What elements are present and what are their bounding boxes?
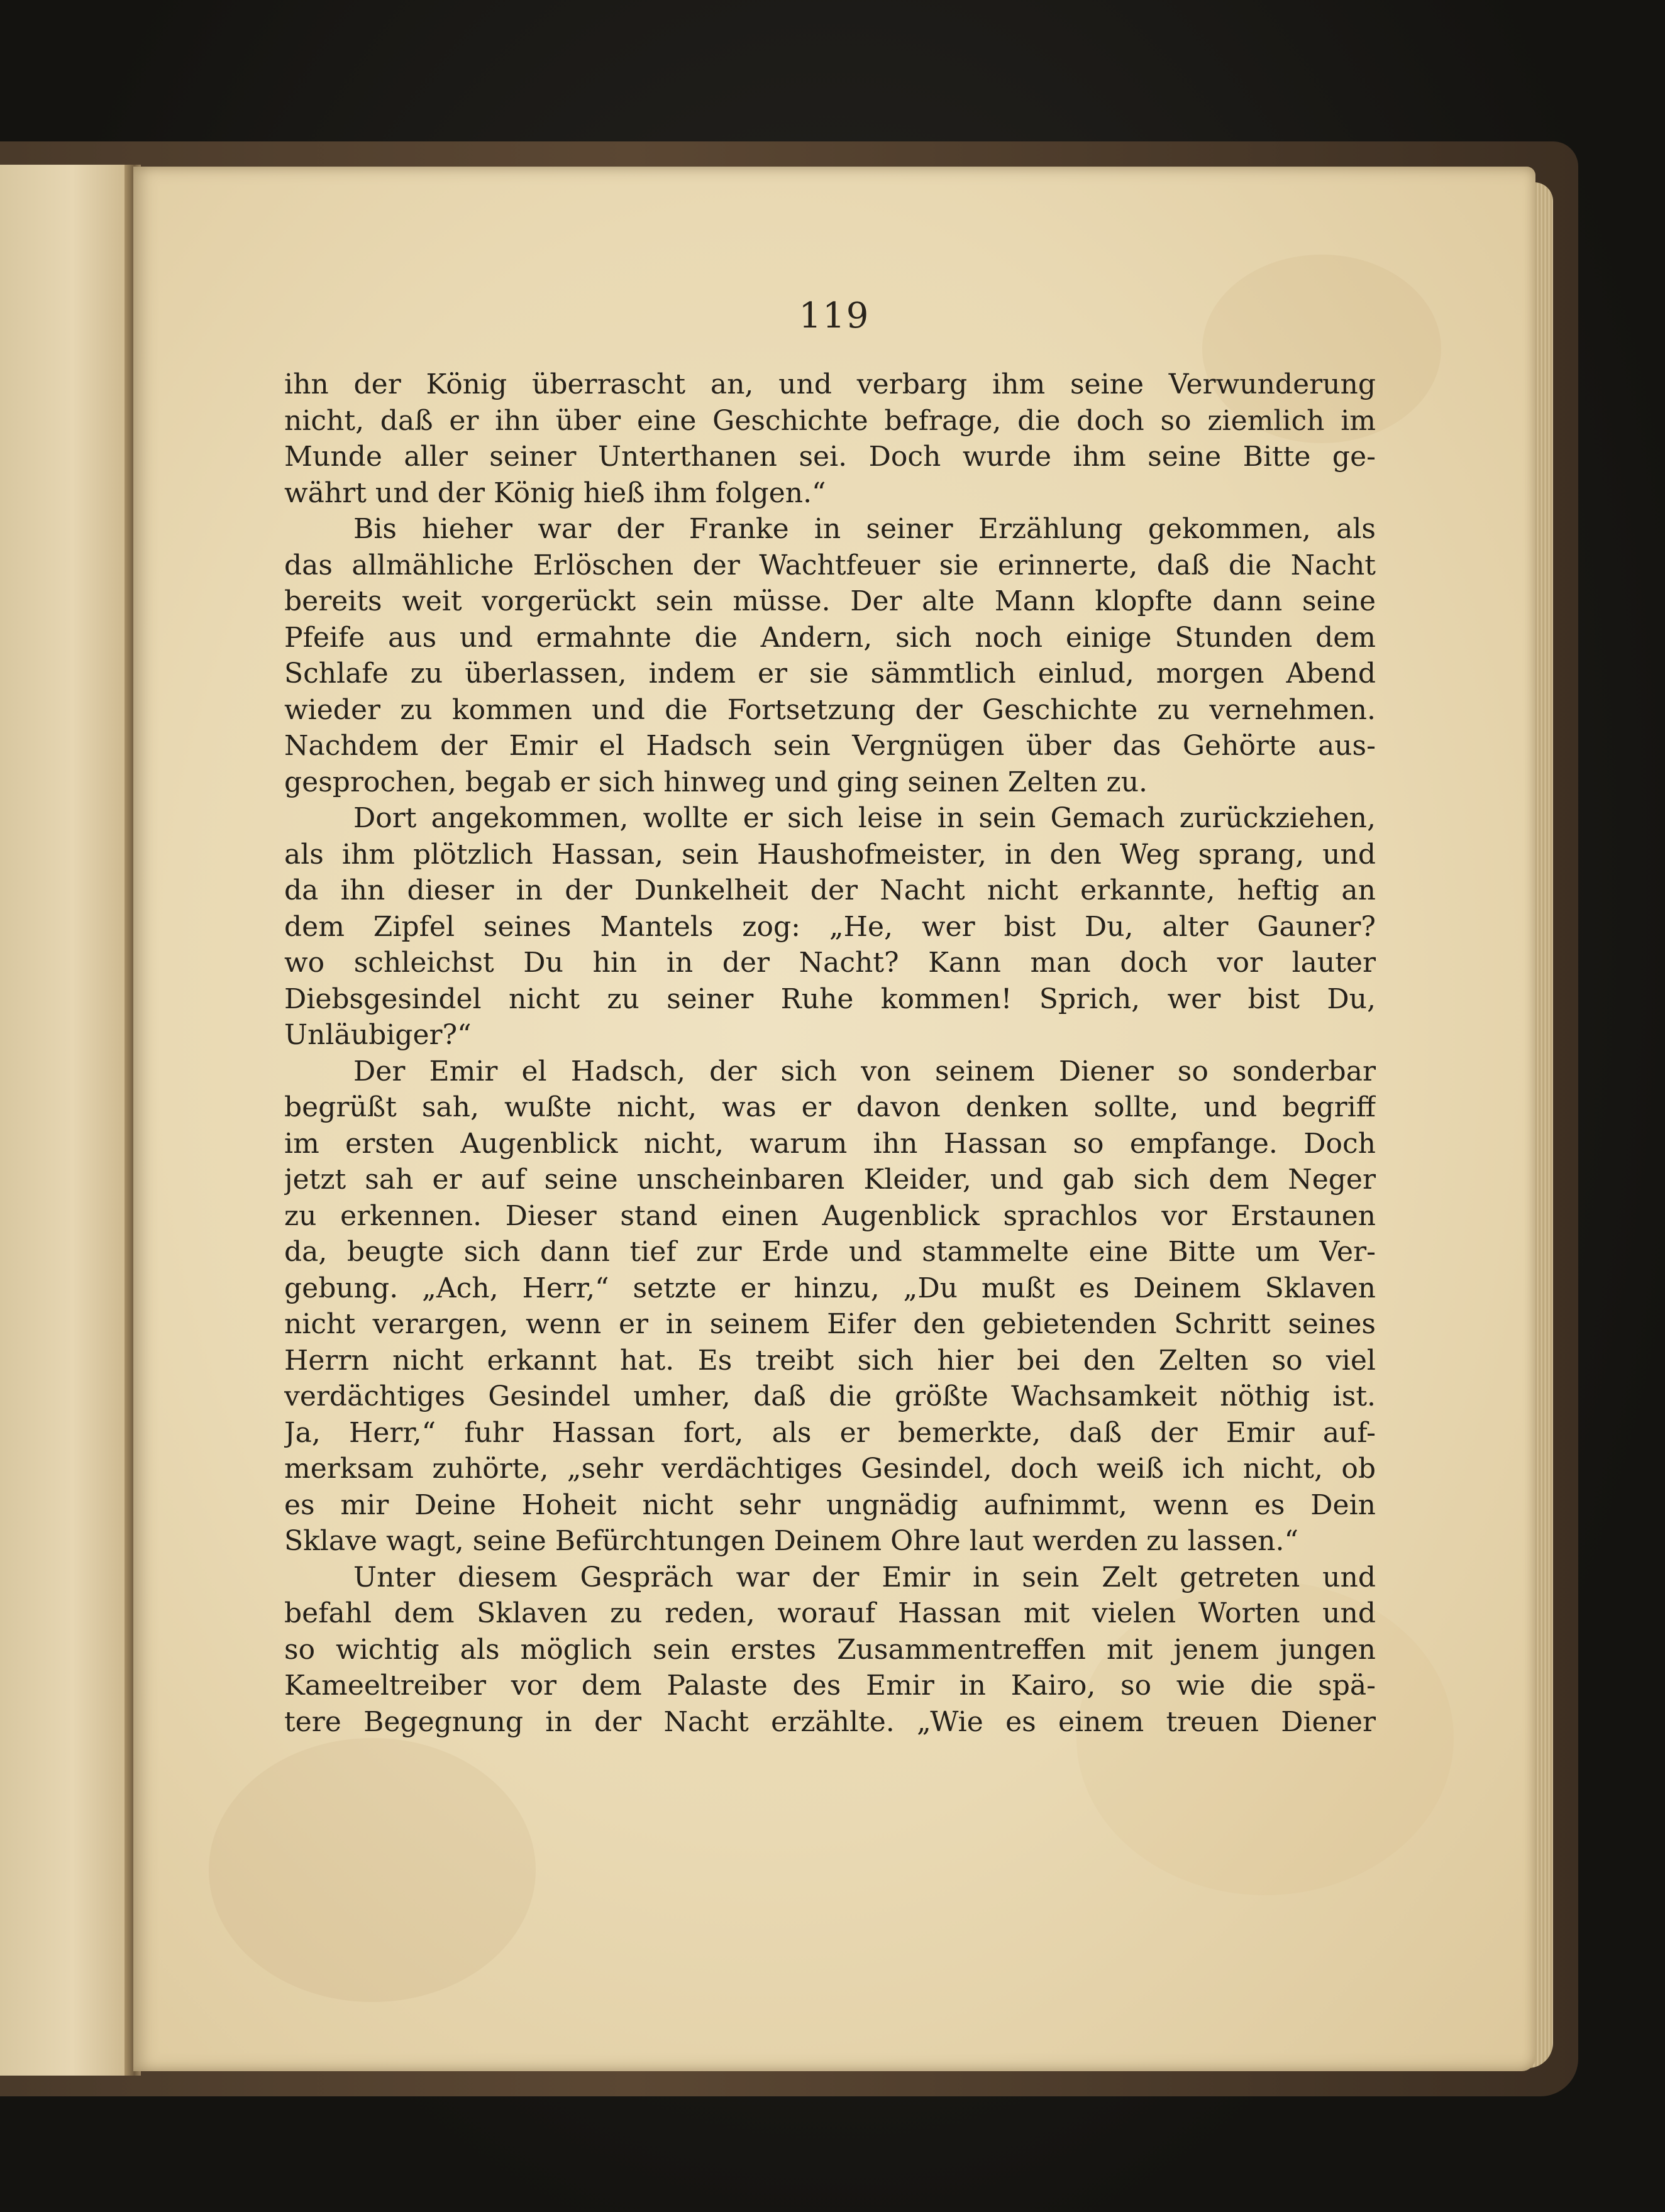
text-line: merksam zuhörte, „sehr verdächtiges Gesindel, doch weiß ich nicht, ob [284,1453,1376,1485]
text-line: Bis hieher war der Franke in seiner Erzählung gekommen, als [353,513,1376,545]
text-line: befahl dem Sklaven zu reden, worauf Hassan mit vielen Worten und [284,1597,1376,1629]
text-line: Dort angekommen, wollte er sich leise in sein Gemach zurückziehen, [353,802,1376,834]
text-line: Ja, Herr,“ fuhr Hassan fort, als er bemerkte, daß der Emir auf- [284,1416,1376,1449]
text-line: jetzt sah er auf seine unscheinbaren Kleider, und gab sich dem Neger [284,1164,1376,1196]
text-line: Der Emir el Hadsch, der sich von seinem Diener so sonderbar [353,1055,1376,1087]
text-line: Munde aller seiner Unterthanen sei. Doch wurde ihm seine Bitte ge- [284,441,1376,473]
text-line: es mir Deine Hoheit nicht sehr ungnädig aufnimmt, wenn es Dein [284,1488,1376,1521]
text-line: Pfeife aus und ermahnte die Andern, sich noch einige Stunden dem [284,621,1376,654]
text-line: dem Zipfel seines Mantels zog: „He, wer bist Du, alter Gauner? [284,910,1376,943]
text-line: zu erkennen. Dieser stand einen Augenblick sprachlos vor Erstaunen [284,1199,1376,1232]
book-page [133,167,1535,2071]
text-line: bereits weit vorgerückt sein müsse. Der alte Mann klopfte dann seine [284,585,1376,617]
text-line: verdächtiges Gesindel umher, daß die größte Wachsamkeit nöthig ist. [284,1380,1376,1412]
text-line: Sklave wagt, seine Befürchtungen Deinem Ohre laut werden zu lassen.“ [284,1525,1299,1557]
text-line: wo schleichst Du hin in der Nacht? Kann man doch vor lauter [284,947,1376,979]
text-line: als ihm plötzlich Hassan, sein Haushofmeister, in den Weg sprang, und [284,838,1376,871]
page-number: 119 [799,295,870,336]
left-page-edge [0,165,132,2076]
text-line: tere Begegnung in der Nacht erzählte. „Wie es einem treuen Diener [284,1705,1376,1738]
text-line: Herrn nicht erkannt hat. Es treibt sich hier bei den Zelten so viel [284,1344,1376,1377]
text-line: nicht verargen, wenn er in seinem Eifer den gebietenden Schritt seines [284,1308,1376,1340]
text-line: so wichtig als möglich sein erstes Zusammentreffen mit jenem jungen [284,1633,1376,1666]
text-line: Nachdem der Emir el Hadsch sein Vergnügen über das Gehörte aus- [284,730,1376,762]
text-line: gesprochen, begab er sich hinweg und ging seinen Zelten zu. [284,766,1148,798]
text-line: ihn der König überrascht an, und verbarg ihm seine Verwunderung [284,368,1376,400]
text-line: da ihn dieser in der Dunkelheit der Nacht nicht erkannte, heftig an [284,874,1376,906]
text-line: Schlafe zu überlassen, indem er sie sämmtlich einlud, morgen Abend [284,658,1376,690]
text-line: Unter diesem Gespräch war der Emir in sein Zelt getreten und [353,1561,1376,1593]
text-line: gebung. „Ach, Herr,“ setzte er hinzu, „Du mußt es Deinem Sklaven [284,1272,1376,1304]
text-line: begrüßt sah, wußte nicht, was er davon denken sollte, und begriff [284,1091,1376,1123]
text-line: Unläubiger?“ [284,1019,472,1051]
text-line: Kameeltreiber vor dem Palaste des Emir in Kairo, so wie die spä- [284,1670,1376,1702]
paper-stain [209,1738,536,2002]
text-line: währt und der König hieß ihm folgen.“ [284,476,826,509]
text-line: da, beugte sich dann tief zur Erde und stammelte eine Bitte um Ver- [284,1236,1376,1268]
text-line: Diebsgesindel nicht zu seiner Ruhe kommen! Sprich, wer bist Du, [284,982,1376,1015]
text-line: das allmähliche Erlöschen der Wachtfeuer sie erinnerte, daß die Nacht [284,549,1376,581]
text-line: wieder zu kommen und die Fortsetzung der Geschichte zu vernehmen. [284,693,1376,726]
text-line: nicht, daß er ihn über eine Geschichte befrage, die doch so ziemlich im [284,404,1376,437]
body-text [284,366,1376,1740]
text-line: im ersten Augenblick nicht, warum ihn Hassan so empfange. Doch [284,1127,1376,1160]
